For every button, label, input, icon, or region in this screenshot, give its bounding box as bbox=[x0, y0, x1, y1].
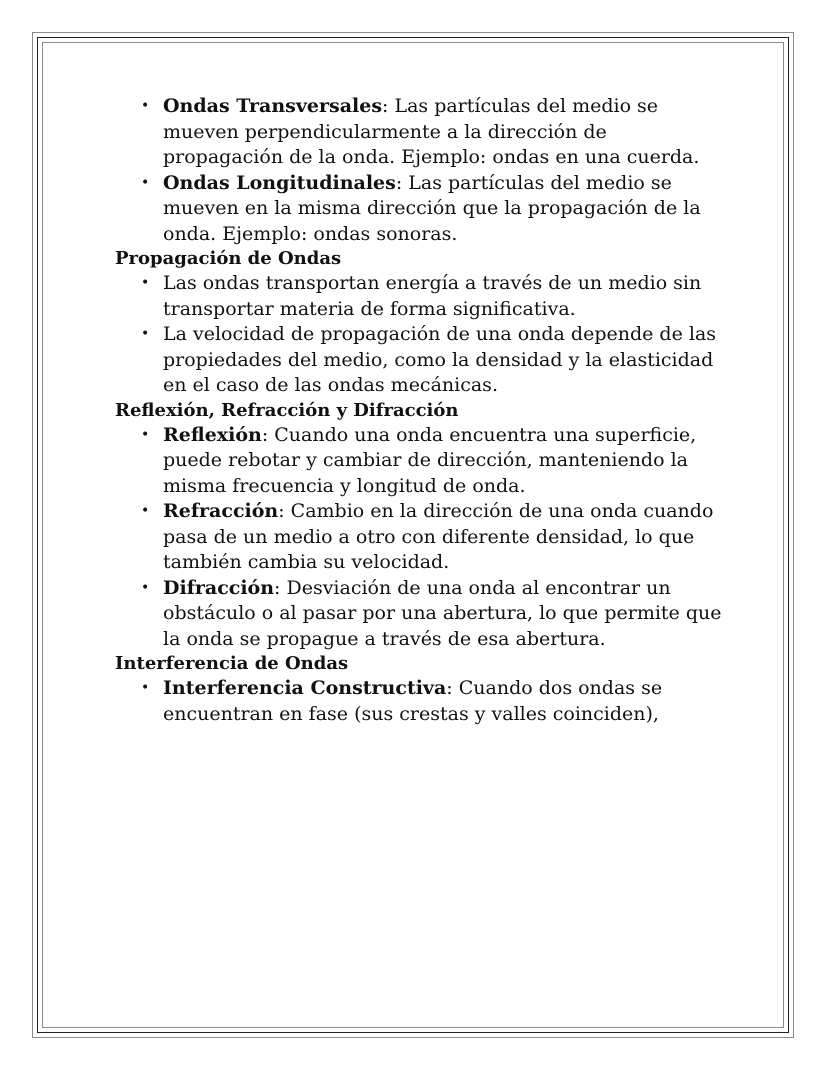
list-item-term: Reflexión bbox=[163, 423, 262, 446]
list-item-term: Refracción bbox=[163, 500, 279, 522]
document-body bbox=[115, 94, 725, 727]
bullet-icon: • bbox=[141, 326, 150, 342]
interference-list bbox=[115, 676, 725, 727]
list-item bbox=[141, 271, 725, 322]
section-heading-reflexion: Reflexión, Refracción y Difracción bbox=[115, 399, 459, 421]
list-item-term: Difracción bbox=[163, 576, 275, 599]
bullet-icon: • bbox=[141, 174, 150, 191]
propagation-list bbox=[115, 271, 725, 399]
list-item-text: : Cuando dos ondas se encuentran en fase (sus crestas y valles coinciden), bbox=[163, 677, 663, 725]
list-item bbox=[141, 322, 725, 399]
list-item-text: Las ondas transportan energía a través de un medio sin transportar materia de forma significativa. bbox=[163, 272, 702, 320]
list-item-text: : Las partículas del medio se mueven perpendicularmente a la dirección de propagación de la onda. Ejemplo: ondas en una cuerda. bbox=[163, 95, 700, 168]
bullet-icon: • bbox=[141, 275, 150, 291]
section-heading-propagacion: Propagación de Ondas bbox=[115, 248, 342, 269]
list-item-term: Interferencia Constructiva bbox=[163, 677, 447, 699]
bullet-icon: • bbox=[141, 503, 150, 519]
list-item bbox=[141, 423, 725, 500]
reflection-list bbox=[115, 423, 725, 653]
list-item-text: : Desviación de una onda al encontrar un obstáculo o al pasar por una abertura, lo que permite que la onda se propague a través de esa abertura. bbox=[163, 576, 722, 650]
bullet-icon: • bbox=[141, 426, 150, 443]
list-item-term: Ondas Longitudinales bbox=[163, 171, 396, 194]
list-item-text: : Las partículas del medio se mueven en la misma dirección que la propagación de la onda. Ejemplo: ondas sonoras. bbox=[163, 171, 701, 245]
list-item bbox=[141, 676, 725, 727]
bullet-icon: • bbox=[141, 680, 150, 696]
list-item bbox=[141, 576, 725, 653]
list-item bbox=[141, 94, 725, 171]
list-item-text: : Cambio en la dirección de una onda cuando pasa de un medio a otro con diferente densidad, lo que también cambia su velocidad. bbox=[163, 500, 714, 573]
wave-types-list bbox=[115, 94, 725, 247]
bullet-icon: • bbox=[141, 579, 150, 596]
section-heading-interferencia: Interferencia de Ondas bbox=[115, 653, 349, 674]
list-item-term: Ondas Transversales bbox=[163, 95, 383, 117]
list-item-text: La velocidad de propagación de una onda depende de las propiedades del medio, como la densidad y la elasticidad en el caso de las ondas mecánicas. bbox=[163, 323, 717, 396]
bullet-icon: • bbox=[141, 98, 150, 114]
list-item bbox=[141, 499, 725, 576]
list-item-text: : Cuando una onda encuentra una superficie, puede rebotar y cambiar de dirección, manteniendo la misma frecuencia y longitud de onda. bbox=[163, 423, 697, 497]
list-item bbox=[141, 171, 725, 248]
